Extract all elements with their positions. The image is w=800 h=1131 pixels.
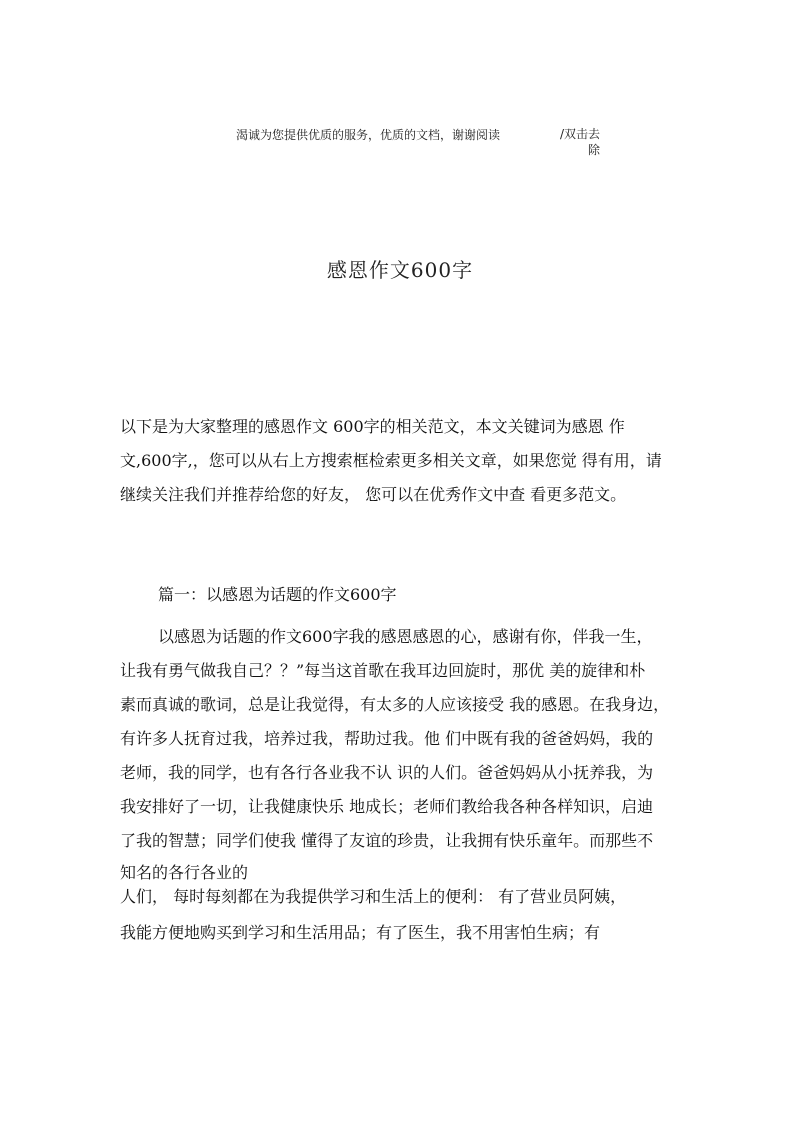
header-close-hint[interactable] xyxy=(560,126,600,158)
body-line: 人们， 每时每刻都在为我提供学习和生活上的便利： 有了营业员阿姨， xyxy=(120,887,627,906)
header-close-line1: /双击去 xyxy=(560,127,601,141)
body-line: 知名的各行各业的 xyxy=(120,863,249,882)
header-close-line2: 除 xyxy=(588,143,601,157)
body-line: 让我有勇气做我自己？？”每当这首歌在我耳边回旋时，那优 美的旋律和朴 xyxy=(120,661,646,680)
header-notice: 渴诚为您提供优质的服务，优质的文档，谢谢阅读 xyxy=(236,128,501,142)
body-line: 了我的智慧；同学们使我 懂得了友谊的珍贵，让我拥有快乐童年。而那些不 xyxy=(120,831,654,850)
body-line: 老师，我的同学，也有各行各业我不认 识的人们。爸爸妈妈从小抚养我，为 xyxy=(120,763,654,782)
section-body xyxy=(120,620,690,950)
intro-paragraph xyxy=(120,410,686,512)
body-line: 我安排好了一切，让我健康快乐 地成长；老师们教给我各种各样知识，启迪 xyxy=(120,797,654,816)
body-line: 我能方便地购买到学习和生活用品；有了医生，我不用害怕生病；有 xyxy=(120,923,601,942)
body-line: 有许多人抚育过我，培养过我，帮助过我。他 们中既有我的爸爸妈妈，我的 xyxy=(120,729,654,748)
body-line: 以感恩为话题的作文600字我的感恩感恩的心，感谢有你，伴我一生， xyxy=(158,627,653,646)
page-title: 感恩作文600字 xyxy=(326,258,474,282)
body-line: 素而真诚的歌词，总是让我觉得，有太多的人应该接受 我的感恩。在我身边， xyxy=(120,695,670,714)
intro-line: 继续关注我们并推荐给您的好友， 您可以在优秀作文中查 看更多范文。 xyxy=(120,485,627,504)
intro-line: 文,600字,，您可以从右上方搜索框检索更多相关文章，如果您觉 得有用，请 xyxy=(120,451,662,470)
intro-line: 以下是为大家整理的感恩作文 600字的相关范文，本文关键词为感恩 作 xyxy=(120,417,625,436)
section-heading: 篇一：以感恩为话题的作文600字 xyxy=(158,585,397,604)
